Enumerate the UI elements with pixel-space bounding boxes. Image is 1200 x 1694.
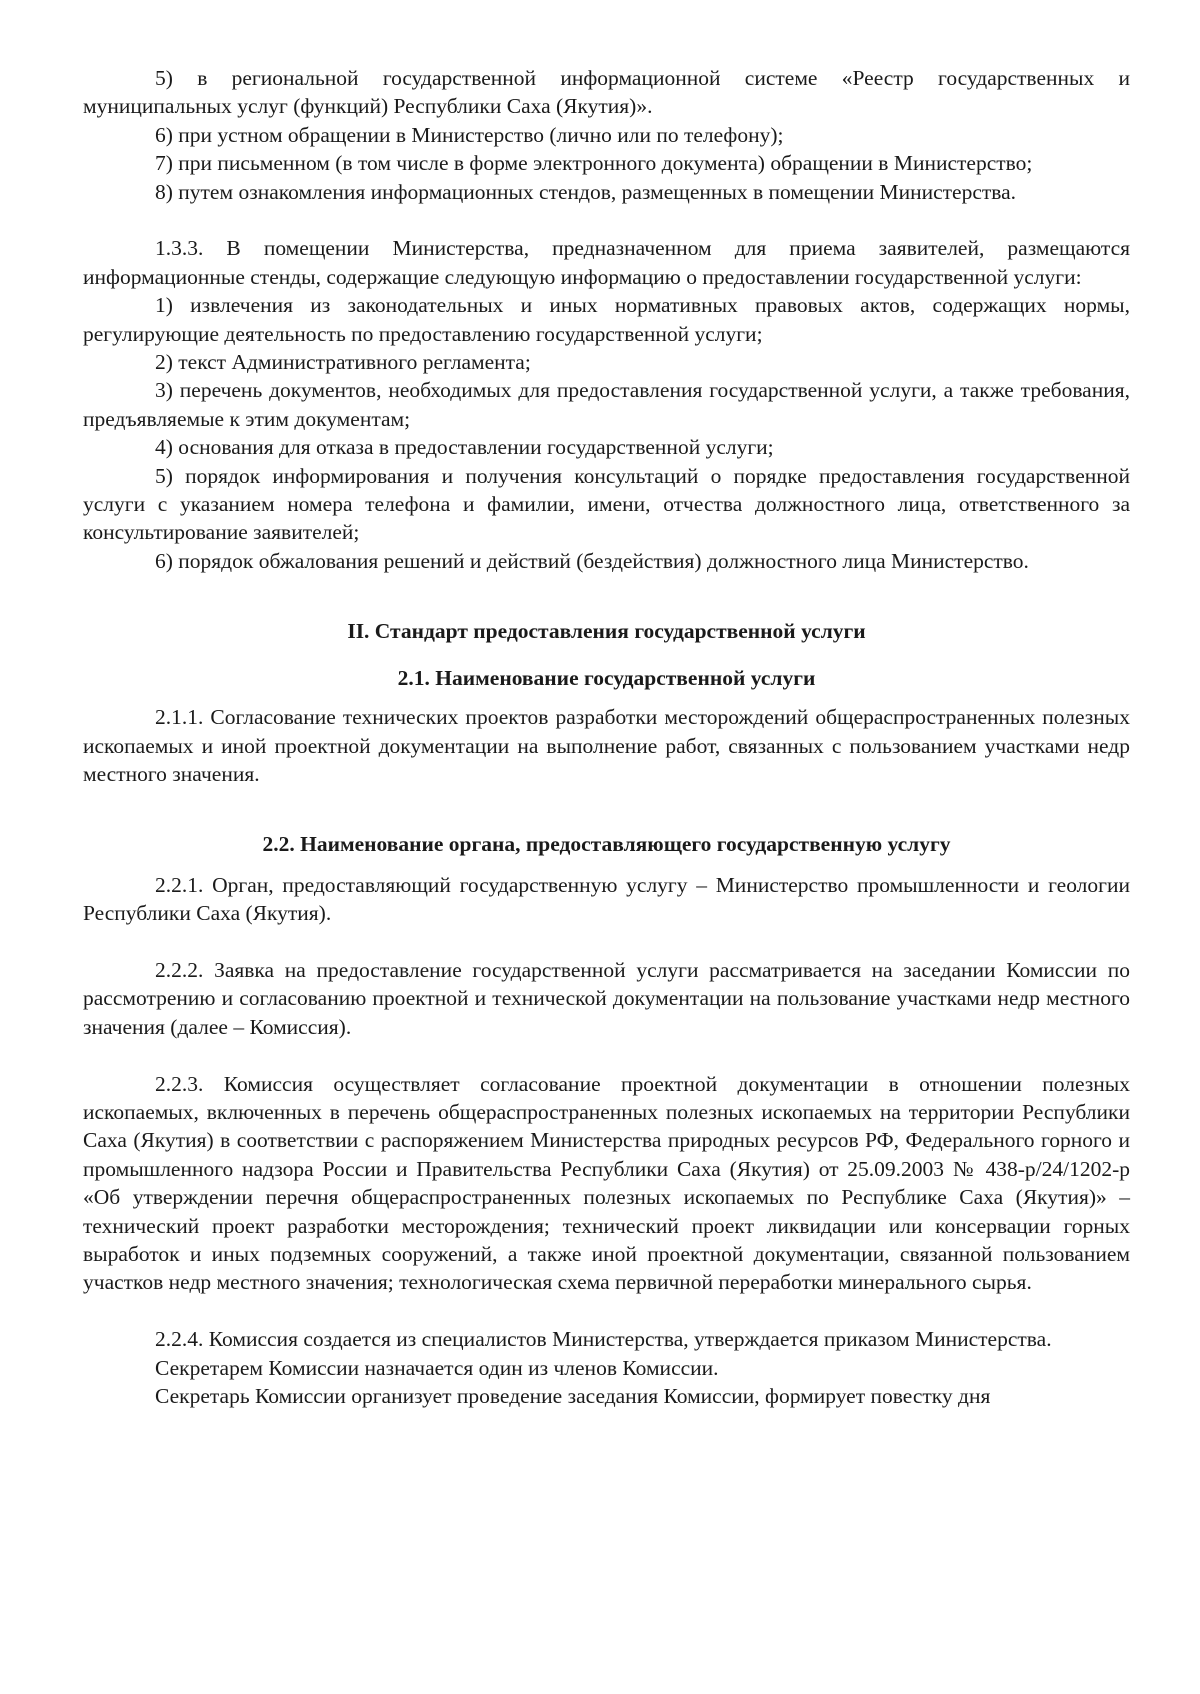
list-item-regional-registry: 5) в региональной государственной информационной системе «Реестр государственных и муниципальных услуг (функций) Республики Саха (Якутия)». xyxy=(83,66,1130,119)
paragraph-2-2-1: 2.2.1. Орган, предоставляющий государственную услугу – Министерство промышленности и геологии Республики Саха (Якутия). xyxy=(83,872,1130,926)
paragraph-2-2-3: 2.2.3. Комиссия осуществляет согласование проектной документации в отношении полезных ископаемых, включенных в перечень общераспространенных полезных ископаемых на территории Республики Саха (Якутия) в соответствии с распоряжением Министерства природных ресурсов РФ, Федерального горного и промышленного надзора России и Правительства Республики Саха (Якутия) от 25.09.2003 № 438-р/24/1202-р «Об утверждении перечня общераспространенных полезных ископаемых по Республике Саха (Якутия)» – технический проект разработки месторождения; технический проект ликвидации или консервации горных выработок и иных подземных сооружений, а также иной проектной документации, связанной пользованием участков недр местного значения; технологическая схема первичной переработки минерального сырья. xyxy=(83,1071,1130,1295)
list-item-appeal-order: 6) порядок обжалования решений и действий (бездействия) должностного лица Министерство. xyxy=(155,548,1029,573)
paragraph-2-2-2: 2.2.2. Заявка на предоставление государственной услуги рассматривается на заседании Комиссии по рассмотрению и согласованию проектной и технической документации на пользование участками недр местного значения (далее – Комиссия). xyxy=(83,957,1130,1039)
list-item-written-request: 7) при письменном (в том числе в форме электронного документа) обращении в Министерство; xyxy=(155,151,1033,176)
list-item-refusal-grounds: 4) основания для отказа в предоставлении государственной услуги; xyxy=(155,435,774,460)
list-item-legal-extracts: 1) извлечения из законодательных и иных нормативных правовых актов, содержащих нормы, регулирующие деятельность по предоставлению государственной услуги; xyxy=(83,293,1130,346)
subsection-heading-2-2: 2.2. Наименование органа, предоставляющего государственную услугу xyxy=(262,832,951,857)
subsection-heading-2-1: 2.1. Наименование государственной услуги xyxy=(397,665,816,690)
paragraph-2-1-1: 2.1.1. Согласование технических проектов разработки месторождений общераспространенных полезных ископаемых и иной проектной документации на выполнение работ, связанных с пользованием участками недр местного значения. xyxy=(83,705,1130,786)
paragraph-2-2-4: 2.2.4. Комиссия создается из специалистов Министерства, утверждается приказом Министерства. xyxy=(155,1327,1052,1352)
list-item-documents-list: 3) перечень документов, необходимых для предоставления государственной услуги, а также требования, предъявляемые к этим документам; xyxy=(83,378,1130,431)
list-item-info-stands: 8) путем ознакомления информационных стендов, размещенных в помещении Министерства. xyxy=(155,179,1017,204)
list-item-regulation-text: 2) текст Административного регламента; xyxy=(155,350,531,375)
paragraph-secretary-duties: Секретарь Комиссии организует проведение заседания Комиссии, формирует повестку дня xyxy=(155,1384,991,1408)
paragraph-1-3-3: 1.3.3. В помещении Министерства, предназначенном для приема заявителей, размещаются информационные стенды, содержащие следующую информацию о предоставлении государственной услуги: xyxy=(83,236,1130,289)
list-item-oral-request: 6) при устном обращении в Министерство (лично или по телефону); xyxy=(155,122,784,147)
paragraph-commission-secretary: Секретарем Комиссии назначается один из членов Комиссии. xyxy=(155,1355,719,1380)
section-heading-standard: II. Стандарт предоставления государственной услуги xyxy=(347,619,866,644)
list-item-consultation-order: 5) порядок информирования и получения консультаций о порядке предоставления государственной услуги с указанием номера телефона и фамилии, имени, отчества должностного лица, ответственного за консультирование заявителей; xyxy=(83,463,1130,545)
